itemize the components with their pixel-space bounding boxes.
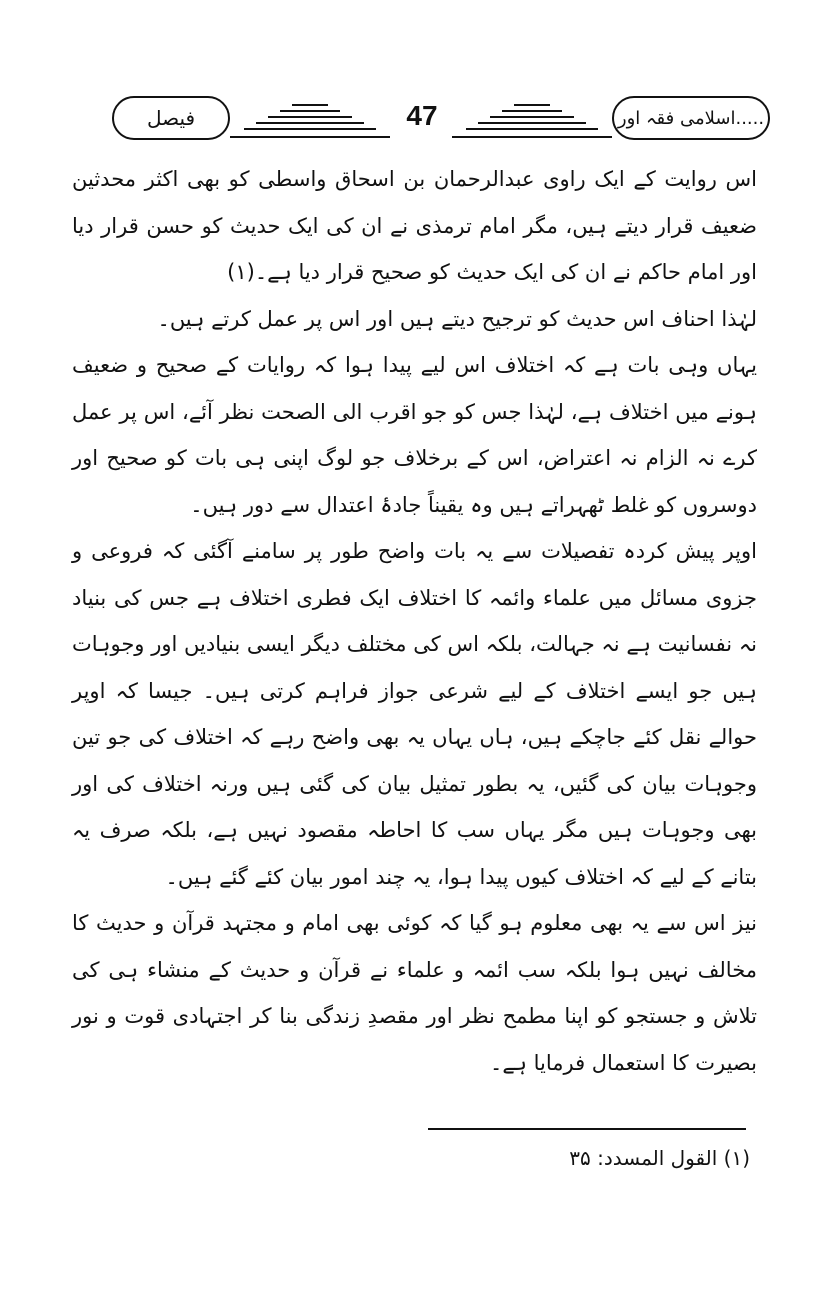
author-label-badge — [112, 96, 230, 140]
page-number: 47 — [406, 100, 438, 131]
paragraph: یہاں وہی بات ہے کہ اختلاف اس لیے پیدا ہوا کہ روایات کے صحیح و ضعیف ہونے میں اختلاف ہے، لہٰذا جس کو جو اقرب الی الصحت نظر آئے، اس پر عمل کرے نہ الزام نہ اعتراض، اس کے برخلاف جو لوگ اپنی ہی بات کو صحیح اور دوسروں کو غلط ٹھہراتے ہیں وہ یقیناً جادۂ اعتدال سے دور ہیں۔ — [72, 353, 757, 517]
author-label: فیصل — [146, 106, 196, 130]
footnote: (۱) القول المسدد: ۳۵ — [569, 1146, 750, 1170]
paragraph: اس روایت کے ایک راوی عبدالرحمان بن اسحاق واسطی کو بھی اکثر محدثین ضعیف قرار دیتے ہیں، مگر امام ترمذی نے ان کی ایک حدیث کو حسن قرار دیا اور امام حاکم نے ان کی ایک حدیث کو صحیح قرار دیا ہے۔(۱) — [72, 167, 757, 284]
paragraph: لہٰذا احناف اس حدیث کو ترجیح دیتے ہیں اور اس پر عمل کرتے ہیں۔ — [157, 306, 757, 331]
book-title-badge — [612, 96, 770, 140]
header-left-ornament — [230, 104, 390, 138]
page-body — [72, 156, 757, 1086]
footnote-divider — [428, 1128, 746, 1130]
paragraph: نیز اس سے یہ بھی معلوم ہو گیا کہ کوئی بھی امام و مجتہد قرآن و حدیث کا مخالف نہیں ہوا بلکہ سب ائمہ و علماء نے قرآن و حدیث کے منشاء ہی کی تلاش و جستجو کو اپنا مطمح نظر اور مقصدِ زندگی بنا کر اجتہادی قوت و نور بصیرت کا استعمال فرمایا ہے۔ — [72, 911, 757, 1075]
book-title: اسلامی فقہ اور..... — [617, 107, 765, 129]
page-header — [0, 96, 825, 152]
paragraph: اوپر پیش کردہ تفصیلات سے یہ بات واضح طور پر سامنے آگئی کہ فروعی و جزوی مسائل میں علماء وائمہ کا اختلاف ایک فطری اختلاف ہے جس کی بنیاد نہ نفسانیت ہے نہ جہالت، بلکہ اس کی مختلف دیگر ایسی بنیادیں اور وجوہات ہیں جو ایسے اختلاف کے لیے شرعی جواز فراہم کرتی ہیں۔ جیسا کہ اوپر حوالے نقل کئے جاچکے ہیں، ہاں یہاں یہ بھی واضح رہے کہ اختلاف کی جو تین وجوہات بیان کی گئیں، یہ بطور تمثیل بیان کی گئی ہیں ورنہ اختلاف کی اور بھی وجوہات ہیں مگر یہاں سب کا احاطہ مقصود نہیں ہے، بلکہ صرف یہ بتانے کے لیے کہ اختلاف کیوں پیدا ہوا، یہ چند امور بیان کئے گئے ہیں۔ — [72, 539, 757, 889]
header-right-ornament — [452, 104, 612, 138]
